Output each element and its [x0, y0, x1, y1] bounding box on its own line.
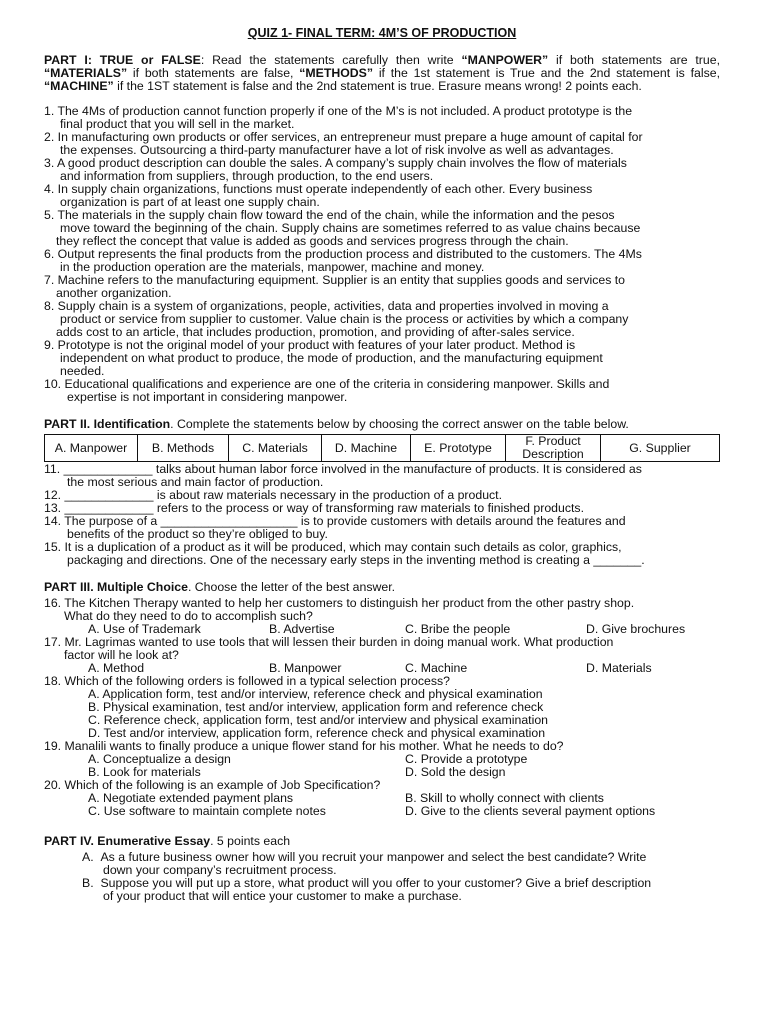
question-text: 19. Manalili wants to finally produce a unique flower stand for his mother. What he needs to do? [44, 739, 564, 753]
option: B. Look for materials [88, 765, 201, 779]
option: A. Conceptualize a design [88, 752, 231, 766]
options-row [44, 805, 720, 818]
item-line: 8. Supply chain is a system of organizations, people, activities, data and properties involved in moving a [44, 299, 609, 313]
item-line: product or service from supplier to customer. Value chain is the process or activities by which a company [60, 312, 629, 326]
tf-item-2 [44, 131, 720, 157]
item-line: 15. It is a duplication of a product as it will be produced, which may contain such details as color, graphics, [44, 540, 622, 554]
tf-item-8 [44, 300, 720, 339]
item-line: 3. A good product description can double the sales. A company’s supply chain involves the flow of materials [44, 156, 627, 170]
part2-instr-text: . Complete the statements below by choosing the correct answer on the table below. [170, 417, 629, 431]
item-line: A. As a future business owner how will you recruit your manpower and select the best candidate? Write [82, 850, 647, 864]
option: A. Negotiate extended payment plans [88, 791, 294, 805]
tf-item-6 [44, 248, 720, 274]
item-line: independent on what product to produce, the mode of production, and the manufacturing equipment [60, 351, 603, 365]
essay-items [44, 851, 720, 903]
item-line: packaging and directions. One of the necessary early steps in the inventing method is creating a _______. [67, 553, 645, 567]
item-line: 5. The materials in the supply chain flow toward the end of the chain, while the information and the pesos [44, 208, 615, 222]
option: A. Application form, test and/or interview, reference check and physical examination [88, 687, 543, 701]
tf-item-9 [44, 339, 720, 378]
part2-heading: PART II. Identification [44, 417, 171, 431]
item-line: 9. Prototype is not the original model of your product with features of your later product. Method is [44, 338, 576, 352]
option: C. Bribe the people [405, 622, 511, 636]
question-text: What do they need to do to accomplish such? [64, 609, 313, 623]
option: D. Materials [586, 661, 652, 675]
methods-keyword: “METHODS” [299, 66, 374, 80]
choices-table [44, 434, 720, 462]
item-line: 7. Machine refers to the manufacturing equipment. Supplier is an entity that supplies goods and services to [44, 273, 626, 287]
part2-instructions [44, 418, 720, 431]
tf-item-5 [44, 209, 720, 248]
essay-item-a [82, 851, 720, 877]
part1-instr-text: if the 1ST statement is false and the 2nd statement is true. Erasure means wrong! 2 points each. [113, 79, 642, 93]
part4-heading: PART IV. Enumerative Essay [44, 834, 211, 848]
tf-item-7 [44, 274, 720, 300]
item-line: in the production operation are the materials, manpower, machine and money. [60, 260, 485, 274]
item-line: 10. Educational qualifications and experience are one of the criteria in considering manpower. Skills and [44, 377, 610, 391]
question-text: 18. Which of the following orders is followed in a typical selection process? [44, 674, 451, 688]
id-item-14 [44, 515, 720, 541]
question-19 [44, 740, 720, 779]
item-line: they reflect the concept that value is added as goods and services progress through the chain. [56, 234, 569, 248]
option: D. Sold the design [405, 765, 506, 779]
item-line: needed. [60, 364, 105, 378]
choice-cell: E. Prototype [411, 435, 506, 462]
option: A. Method [88, 661, 145, 675]
part1-instr-text: if the 1st statement is True and the 2nd statement is false, [373, 66, 720, 80]
choice-cell: G. Supplier [601, 435, 720, 462]
choice-cell: D. Machine [322, 435, 411, 462]
item-line: 6. Output represents the final products from the production process and distributed to the customers. The 4Ms [44, 247, 642, 261]
part1-heading: PART I: TRUE or FALSE [44, 53, 201, 67]
question-20 [44, 779, 720, 818]
choice-cell: C. Materials [229, 435, 322, 462]
item-line: 13. _____________ refers to the process or way of transforming raw materials to finished products. [44, 501, 584, 515]
part4-instr-text: . 5 points each [210, 834, 291, 848]
part2-items [44, 463, 720, 567]
part1-instructions [44, 54, 720, 93]
item-line: 2. In manufacturing own products or offer services, an entrepreneur must prepare a huge amount of capital for [44, 130, 643, 144]
question-18 [44, 675, 720, 740]
item-line: adds cost to an article, that includes production, promotion, and providing of after-sales service. [56, 325, 575, 339]
item-line: the most serious and main factor of production. [67, 475, 324, 489]
options-list [44, 688, 720, 740]
part1-instr-text: if both statements are false, [127, 66, 300, 80]
id-item-11 [44, 463, 720, 489]
option: C. Reference check, application form, test and/or interview and physical examination [88, 713, 548, 727]
item-line: the expenses. Outsourcing a third-party manufacturer have a lot of risk involve as well as advantages. [60, 143, 614, 157]
option: D. Give to the clients several payment options [405, 804, 656, 818]
item-line: 1. The 4Ms of production cannot function properly if one of the M’s is not included. A product prototype is the [44, 104, 633, 118]
item-line: 14. The purpose of a ____________________ is to provide customers with details around the features and [44, 514, 626, 528]
part1-instr-text: : Read the statements carefully then write [200, 53, 462, 67]
machine-keyword: “MACHINE” [44, 79, 114, 93]
choice-cell: A. Manpower [45, 435, 138, 462]
part1-items [44, 105, 720, 404]
option: B. Manpower [269, 661, 342, 675]
item-line: organization is part of at least one supply chain. [60, 195, 320, 209]
item-line: move toward the beginning of the chain. Supply chains are sometimes referred to as value chains because [60, 221, 641, 235]
option: C. Provide a prototype [405, 752, 528, 766]
essay-item-b [82, 877, 720, 903]
item-line: benefits of the product so they’re obliged to buy. [67, 527, 328, 541]
option: D. Give brochures [586, 622, 686, 636]
option: C. Machine [405, 661, 468, 675]
tf-item-10 [44, 378, 720, 404]
item-line: 11. _____________ talks about human labor force involved in the manufacture of products. It is considered as [44, 462, 642, 476]
question-16 [44, 597, 720, 636]
page-title: QUIZ 1- FINAL TERM: 4M’S OF PRODUCTION [247, 26, 517, 40]
manpower-keyword: “MANPOWER” [461, 53, 549, 67]
question-text: factor will he look at? [64, 648, 179, 662]
item-line: and information from suppliers, through production, to the end users. [60, 169, 434, 183]
id-item-15 [44, 541, 720, 567]
item-line: 12. _____________ is about raw materials necessary in the production of a product. [44, 488, 503, 502]
question-text: 17. Mr. Lagrimas wanted to use tools that will lessen their burden in doing manual work. What production [44, 635, 614, 649]
item-line: another organization. [56, 286, 172, 300]
choice-cell: B. Methods [138, 435, 229, 462]
part4-instructions [44, 835, 720, 848]
option: B. Advertise [269, 622, 335, 636]
tf-item-3 [44, 157, 720, 183]
option: D. Test and/or interview, application form, reference check and physical examination [88, 726, 546, 740]
item-line: down your company’s recruitment process. [103, 863, 337, 877]
tf-item-4 [44, 183, 720, 209]
part3-heading: PART III. Multiple Choice [44, 580, 188, 594]
part3-instr-text: . Choose the letter of the best answer. [187, 580, 396, 594]
choices-row [45, 435, 720, 462]
option: A. Use of Trademark [88, 622, 201, 636]
question-text: 16. The Kitchen Therapy wanted to help her customers to distinguish her product from the other pastry shop. [44, 596, 635, 610]
item-line: final product that you will sell in the market. [60, 117, 295, 131]
item-line: of your product that will entice your customer to make a purchase. [103, 889, 462, 903]
question-17 [44, 636, 720, 675]
part3-instructions [44, 581, 720, 594]
question-text: 20. Which of the following is an example of Job Specification? [44, 778, 381, 792]
tf-item-1 [44, 105, 720, 131]
part1-instr-text: if both statements are true, [548, 53, 720, 67]
item-line: expertise is not important in considering manpower. [67, 390, 348, 404]
choice-cell: F. Product Description [506, 435, 601, 462]
item-line: 4. In supply chain organizations, functions must operate independently of each other. Every business [44, 182, 593, 196]
option: B. Physical examination, test and/or interview, application form and reference check [88, 700, 544, 714]
materials-keyword: “MATERIALS” [44, 66, 128, 80]
item-line: B. Suppose you will put up a store, what product will you offer to your customer? Give a brief description [82, 876, 652, 890]
option: B. Skill to wholly connect with clients [405, 791, 604, 805]
option: C. Use software to maintain complete notes [88, 804, 326, 818]
